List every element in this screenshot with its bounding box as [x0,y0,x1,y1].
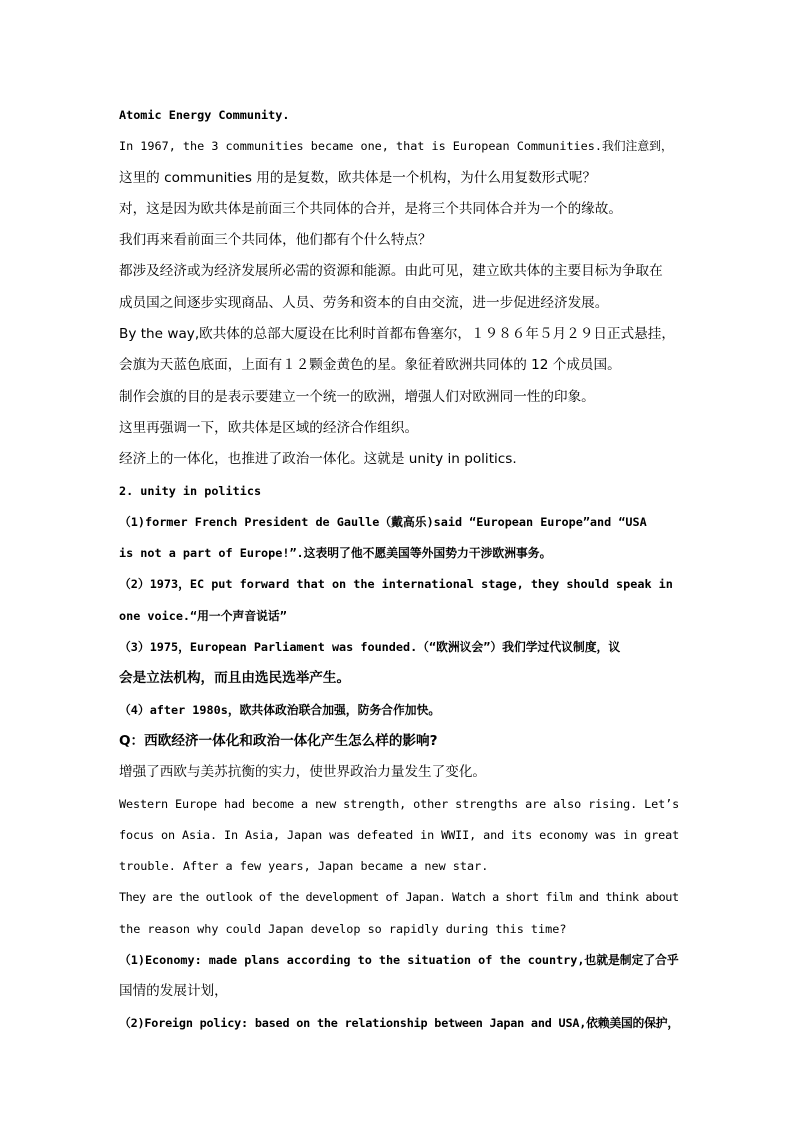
text-line: focus on Asia. In Asia, Japan was defeated in WWII, and its economy was in great [119,827,680,842]
text-line: （2）1973，EC put forward that on the international stage, they should speak in [119,577,673,592]
text-line: （3）1975，European Parliament was founded.（“欧洲议会”）我们学过代议制度，议 [119,640,621,655]
text-line: trouble. After a few years, Japan became a new star. [119,859,489,874]
text-line: 会旗为天蓝色底面，上面有１２颗金黄色的星。象征着欧洲共同体的 12 个成员国。 [119,357,621,374]
text-line: 经济上的一体化，也推进了政治一体化。这就是 unity in politics. [119,451,517,468]
text-line: （4）after 1980s，欧共体政治联合加强，防务合作加快。 [119,702,441,717]
section-heading: 2. unity in politics [119,483,262,498]
document-page [119,100,679,1039]
text-line: 我们再来看前面三个共同体，他们都有个什么特点？ [119,232,432,249]
text-line: （1)former French President de Gaulle（戴高乐)said “European Europe”and “USA [119,514,647,529]
text-line: In 1967, the 3 communities became one, that is European Communities.我们注意到， [119,139,673,154]
text-line: 成员国之间逐步实现商品、人员、劳务和资本的自由交流，进一步促进经济发展。 [119,294,609,311]
text-line: is not a part of Europe!”.这表明了他不愿美国等外国势力干涉欧洲事务。 [119,546,552,561]
text-line: （1)Economy: made plans according to the situation of the country,也就是制定了合乎 [119,953,679,968]
text-line: 这里的 communities 用的是复数，欧共体是一个机构，为什么用复数形式呢？ [119,169,597,186]
text-line: 增强了西欧与美苏抗衡的实力，使世界政治力量发生了变化。 [119,764,487,781]
text-line: By the way,欧共体的总部大厦设在比利时首都布鲁塞尔，１９８６年５月２９日正式悬挂， [119,326,675,343]
text-line: 对，这是因为欧共体是前面三个共同体的合并，是将三个共同体合并为一个的缘故。 [119,200,622,217]
text-line: 会是立法机构，而且由选民选举产生。 [119,670,351,687]
text-line: one voice.“用一个声音说话” [119,608,287,623]
text-line: Western Europe had become a new strength, other strengths are also rising. Let’s [119,796,680,811]
text-line: They are the outlook of the development of Japan. Watch a short film and think about [119,890,679,905]
text-line: （2)Foreign policy: based on the relationship between Japan and USA,依赖美国的保护， [119,1015,679,1030]
text-line: 国情的发展计划， [119,983,228,1000]
text-line: 都涉及经济或为经济发展所必需的资源和能源。由此可见，建立欧共体的主要目标为争取在 [119,263,663,280]
text-line: the reason why could Japan develop so rapidly during this time? [119,921,567,936]
question-line: Q：西欧经济一体化和政治一体化产生怎么样的影响? [119,732,438,749]
text-line: 这里再强调一下，欧共体是区域的经济合作组织。 [119,419,419,436]
text-line: Atomic Energy Community. [119,108,290,122]
text-line: 制作会旗的目的是表示要建立一个统一的欧洲，增强人们对欧洲同一性的印象。 [119,388,595,405]
